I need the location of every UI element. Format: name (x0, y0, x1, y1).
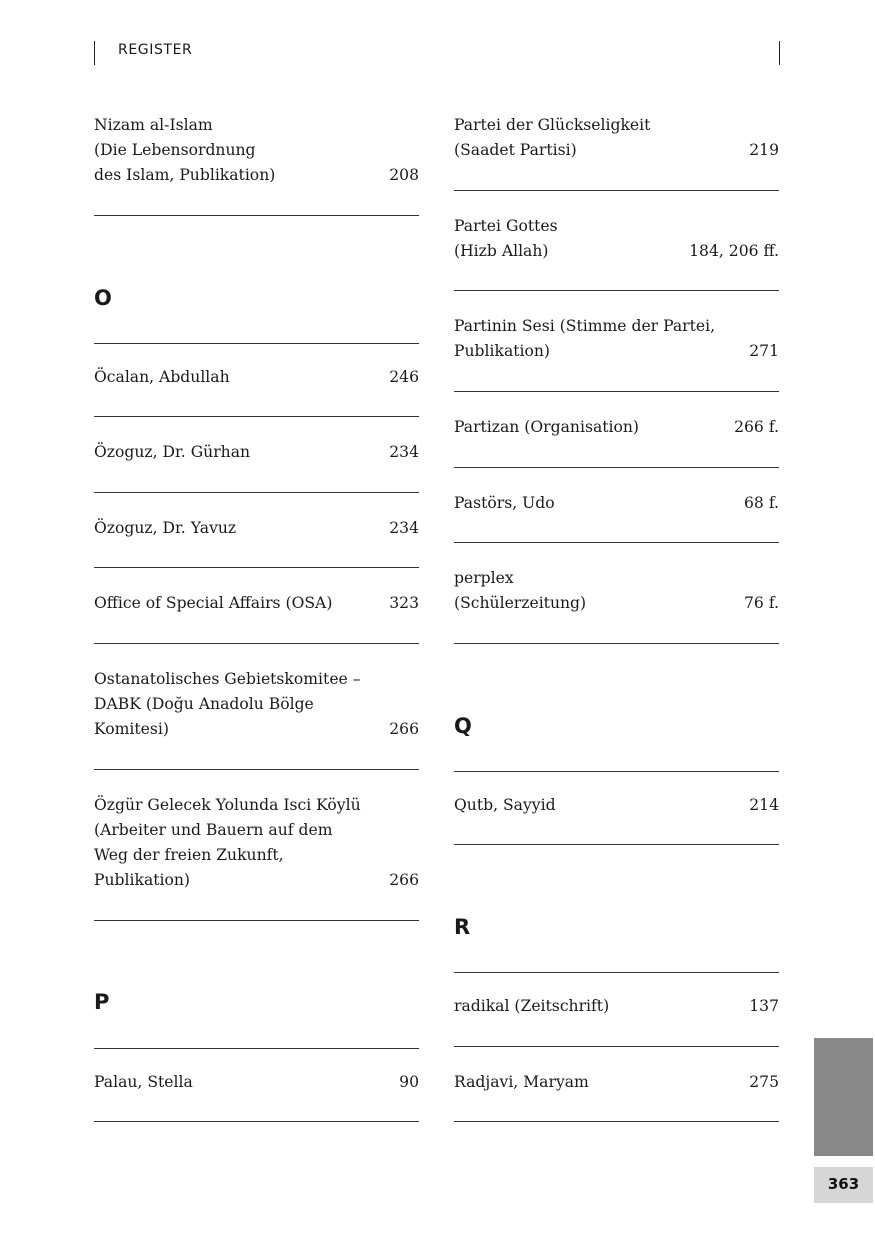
page-number: 363 (814, 1167, 873, 1203)
entry-label: Pastörs, Udo (454, 494, 555, 512)
section-letter-p: P (94, 990, 110, 1014)
index-entry (454, 793, 779, 818)
index-entry (454, 566, 779, 616)
entry-label: Öcalan, Abdullah (94, 368, 230, 386)
header-left-rule (94, 41, 95, 65)
entry-label: Office of Special Affairs (OSA) (94, 594, 333, 612)
divider (94, 492, 419, 493)
entry-pages: 246 (389, 368, 419, 386)
index-entry (454, 314, 779, 364)
entry-pages: 76 f. (744, 594, 779, 612)
entry-label: Qutb, Sayyid (454, 796, 556, 814)
entry-label: Ostanatolisches Gebietskomitee – DABK (Doğu Anadolu Bölge Komitesi) (94, 670, 361, 738)
entry-label: Özgür Gelecek Yolunda Isci Köylü (Arbeiter und Bauern auf dem Weg der freien Zukunft, Publikation) (94, 796, 361, 889)
divider (94, 643, 419, 644)
divider (454, 391, 779, 392)
divider (454, 972, 779, 973)
entry-pages: 266 (389, 871, 419, 889)
divider (94, 215, 419, 216)
entry-pages: 214 (749, 796, 779, 814)
divider (454, 771, 779, 772)
entry-label: Radjavi, Maryam (454, 1073, 589, 1091)
divider (454, 290, 779, 291)
entry-label: Özoguz, Dr. Yavuz (94, 519, 237, 537)
divider (94, 920, 419, 921)
index-entry (94, 667, 419, 742)
section-letter-r: R (454, 915, 471, 939)
divider (454, 542, 779, 543)
entry-pages: 90 (399, 1073, 419, 1091)
index-entry (454, 1070, 779, 1095)
divider (454, 844, 779, 845)
entry-pages: 234 (389, 519, 419, 537)
entry-pages: 266 (389, 720, 419, 738)
entry-pages: 234 (389, 443, 419, 461)
section-letter-q: Q (454, 714, 472, 738)
header-right-rule (779, 41, 780, 65)
index-entry (454, 491, 779, 516)
index-entry (94, 591, 419, 616)
divider (454, 643, 779, 644)
entry-label: Partei der Glückseligkeit (Saadet Partisi) (454, 116, 651, 159)
divider (94, 343, 419, 344)
index-entry (454, 113, 779, 163)
entry-label: Palau, Stella (94, 1073, 193, 1091)
divider (454, 1121, 779, 1122)
entry-label: Özoguz, Dr. Gürhan (94, 443, 251, 461)
index-entry (94, 516, 419, 541)
entry-pages: 275 (749, 1073, 779, 1091)
index-entry (94, 1070, 419, 1095)
divider (94, 769, 419, 770)
entry-pages: 208 (389, 166, 419, 184)
entry-label: Partizan (Organisation) (454, 418, 640, 436)
divider (454, 1046, 779, 1047)
entry-label: Nizam al-Islam (Die Lebensordnung des Islam, Publikation) (94, 116, 276, 184)
divider (94, 1121, 419, 1122)
entry-label: Partinin Sesi (Stimme der Partei, Publikation) (454, 317, 716, 360)
entry-pages: 271 (749, 342, 779, 360)
divider (94, 1048, 419, 1049)
index-entry (94, 113, 419, 188)
section-letter-o: O (94, 286, 112, 310)
index-entry (94, 793, 419, 893)
entry-label: Partei Gottes (Hizb Allah) (454, 217, 558, 260)
entry-pages: 184, 206 ff. (689, 242, 779, 260)
entry-pages: 266 f. (734, 418, 779, 436)
entry-pages: 219 (749, 141, 779, 159)
divider (94, 567, 419, 568)
entry-label: perplex (Schülerzeitung) (454, 569, 587, 612)
index-entry (454, 415, 779, 440)
running-header: REGISTER (118, 42, 193, 58)
divider (454, 190, 779, 191)
divider (454, 467, 779, 468)
index-entry (94, 440, 419, 465)
index-entry (454, 994, 779, 1019)
entry-label: radikal (Zeitschrift) (454, 997, 610, 1015)
thumb-index-tab (814, 1038, 873, 1156)
entry-pages: 137 (749, 997, 779, 1015)
index-entry (454, 214, 779, 264)
divider (94, 416, 419, 417)
entry-pages: 323 (389, 594, 419, 612)
entry-pages: 68 f. (744, 494, 779, 512)
index-entry (94, 365, 419, 390)
